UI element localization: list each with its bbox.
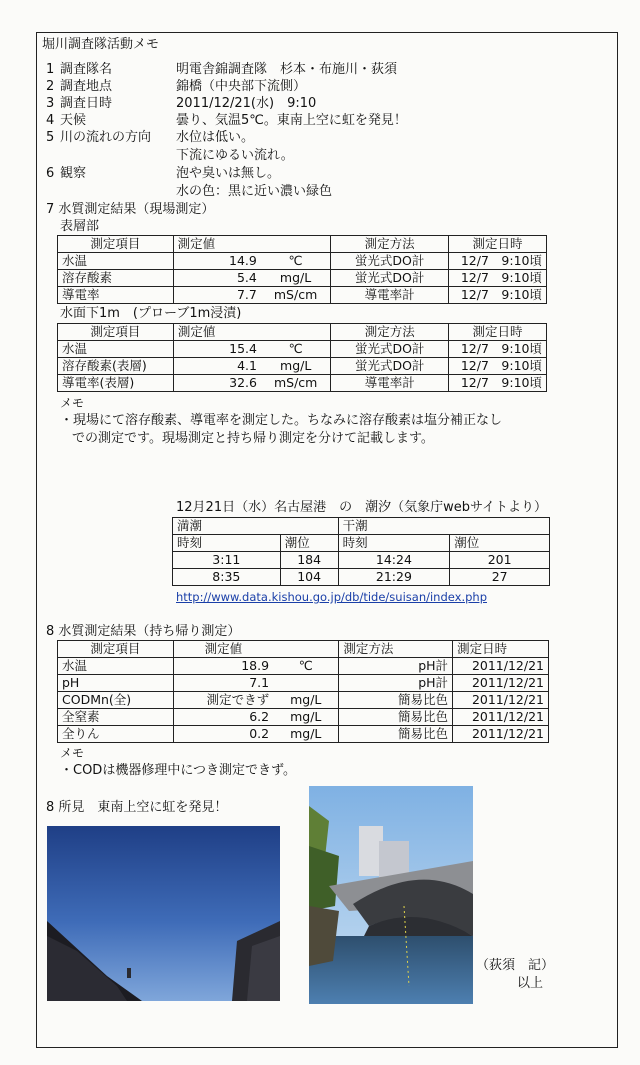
cell-unit: mS/cm xyxy=(261,287,331,304)
cell-date: 12/7 9:10頃 xyxy=(449,270,547,287)
memo-line: ・CODは機器修理中につき測定できず。 xyxy=(60,763,297,778)
cell-item: 水温 xyxy=(58,658,174,675)
cell-item: 導電率 xyxy=(58,287,174,304)
table-row xyxy=(58,358,547,375)
header-cell: 測定日時 xyxy=(449,324,547,341)
header-cell xyxy=(261,236,331,253)
cell-item: pH xyxy=(58,675,174,692)
header-cell: 潮位 xyxy=(450,535,550,552)
deep-table xyxy=(57,323,547,392)
item-value-line2: 下流にゆるい流れ。 xyxy=(176,148,294,163)
table-row xyxy=(173,552,550,569)
cell-method: 簡易比色 xyxy=(339,726,453,743)
signature: （荻須 記） xyxy=(476,958,555,973)
cell-item: 溶存酸素(表層) xyxy=(58,358,174,375)
end-mark: 以上 xyxy=(517,976,544,991)
item-value: 2011/12/21(水) 9:10 xyxy=(176,96,317,111)
cell-time: 8:35 xyxy=(173,569,281,586)
memo-line: での測定です。現場測定と持ち帰り測定を分けて記載します。 xyxy=(72,431,434,446)
cell-method: 導電率計 xyxy=(331,287,449,304)
cell-value: 6.2 xyxy=(173,709,273,726)
cell-unit xyxy=(273,675,339,692)
item-value: 錦橋（中央部下流側） xyxy=(176,79,307,94)
cell-value: 14.9 xyxy=(173,253,261,270)
table-row xyxy=(58,375,547,392)
bridge-photo xyxy=(309,786,473,1004)
cell-method: 導電率計 xyxy=(331,375,449,392)
item-label: 調査隊名 xyxy=(60,62,113,77)
cell-date: 2011/12/21 xyxy=(453,658,549,675)
table-row xyxy=(58,726,549,743)
cell-item: 水温 xyxy=(58,341,174,358)
cell-time: 14:24 xyxy=(338,552,450,569)
header-cell: 測定日時 xyxy=(453,641,549,658)
item-label: 観察 xyxy=(60,166,87,181)
table-row xyxy=(58,692,549,709)
cell-unit: mg/L xyxy=(273,692,339,709)
memo-line: ・現場にて溶存酸素、導電率を測定した。ちなみに溶存酸素は塩分補正なし xyxy=(60,413,503,428)
cell-value: 7.1 xyxy=(173,675,273,692)
cell-method: 簡易比色 xyxy=(339,692,453,709)
deep-label: 水面下1m (プローブ1m浸漬) xyxy=(60,306,242,321)
page-title: 堀川調査隊活動メモ xyxy=(42,37,160,52)
cell-level: 27 xyxy=(450,569,550,586)
cell-value: 18.9 xyxy=(173,658,273,675)
tide-source-link[interactable]: http://www.data.kishou.go.jp/db/tide/suisan/index.php xyxy=(176,590,487,604)
tide-caption: 12月21日（水）名古屋港 の 潮汐（気象庁webサイトより） xyxy=(176,500,548,515)
cell-date: 2011/12/21 xyxy=(453,675,549,692)
header-cell: 測定値 xyxy=(173,324,261,341)
header-cell: 測定項目 xyxy=(58,236,174,253)
header-cell: 測定値 xyxy=(173,641,273,658)
surface-label: 表層部 xyxy=(60,219,100,234)
table-header-row xyxy=(58,641,549,658)
item-value: 曇り、気温5℃。東南上空に虹を発見！ xyxy=(176,113,407,128)
header-cell xyxy=(273,641,339,658)
table-header-row xyxy=(173,535,550,552)
cell-date: 2011/12/21 xyxy=(453,709,549,726)
item-value-line2: 水の色：黒に近い濃い緑色 xyxy=(176,184,333,199)
cell-item: CODMn(全) xyxy=(58,692,174,709)
item-label: 川の流れの方向 xyxy=(60,130,152,145)
item-number: 6 xyxy=(46,166,55,181)
item-label: 調査日時 xyxy=(60,96,113,111)
table-header-row xyxy=(58,236,547,253)
header-cell: 測定値 xyxy=(173,236,261,253)
cell-unit: mS/cm xyxy=(261,375,331,392)
cell-value: 5.4 xyxy=(173,270,261,287)
cell-unit: mg/L xyxy=(273,726,339,743)
cell-value: 測定できず xyxy=(173,692,273,709)
cell-level: 184 xyxy=(280,552,338,569)
cell-unit: mg/L xyxy=(261,270,331,287)
high-tide-label: 満潮 xyxy=(173,518,339,535)
cell-date: 2011/12/21 xyxy=(453,726,549,743)
item-number: 1 xyxy=(46,62,55,77)
cell-method: pH計 xyxy=(339,658,453,675)
table-row xyxy=(58,675,549,692)
header-cell: 測定項目 xyxy=(58,324,174,341)
rainbow-sky-photo xyxy=(47,826,280,1001)
cell-method: 簡易比色 xyxy=(339,709,453,726)
header-cell: 時刻 xyxy=(338,535,450,552)
table-header-row xyxy=(58,324,547,341)
section8-title: 8 水質測定結果（持ち帰り測定） xyxy=(46,624,241,639)
header-cell: 測定方法 xyxy=(331,236,449,253)
surface-table xyxy=(57,235,547,304)
cell-item: 溶存酸素 xyxy=(58,270,174,287)
table-row xyxy=(58,253,547,270)
cell-method: 蛍光式DO計 xyxy=(331,358,449,375)
header-cell: 測定方法 xyxy=(331,324,449,341)
cell-method: pH計 xyxy=(339,675,453,692)
cell-level: 201 xyxy=(450,552,550,569)
header-cell: 時刻 xyxy=(173,535,281,552)
cell-unit: ℃ xyxy=(261,253,331,270)
memo-label: メモ xyxy=(60,746,85,760)
cell-item: 水温 xyxy=(58,253,174,270)
item-label: 調査地点 xyxy=(60,79,113,94)
item-number: 2 xyxy=(46,79,55,94)
cell-date: 12/7 9:10頃 xyxy=(449,287,547,304)
memo-label: メモ xyxy=(60,396,85,410)
header-cell: 測定方法 xyxy=(339,641,453,658)
cell-item: 全りん xyxy=(58,726,174,743)
table-row xyxy=(58,287,547,304)
item-value: 明電舎錦調査隊 杉本・布施川・荻須 xyxy=(176,62,398,77)
cell-level: 104 xyxy=(280,569,338,586)
item-number: 4 xyxy=(46,113,55,128)
cell-value: 32.6 xyxy=(173,375,261,392)
table-row xyxy=(58,270,547,287)
cell-date: 2011/12/21 xyxy=(453,692,549,709)
table-row xyxy=(58,341,547,358)
item-number: 3 xyxy=(46,96,55,111)
findings-title: 8 所見 東南上空に虹を発見！ xyxy=(46,800,228,815)
item-value: 泡や臭いは無し。 xyxy=(176,166,281,181)
cell-unit: ℃ xyxy=(261,341,331,358)
cell-time: 3:11 xyxy=(173,552,281,569)
cell-time: 21:29 xyxy=(338,569,450,586)
cell-value: 4.1 xyxy=(173,358,261,375)
table-row xyxy=(173,569,550,586)
cell-date: 12/7 9:10頃 xyxy=(449,358,547,375)
header-cell: 潮位 xyxy=(280,535,338,552)
cell-value: 0.2 xyxy=(173,726,273,743)
cell-unit: mg/L xyxy=(273,709,339,726)
header-cell: 測定日時 xyxy=(449,236,547,253)
table-row xyxy=(58,709,549,726)
cell-value: 15.4 xyxy=(173,341,261,358)
cell-value: 7.7 xyxy=(173,287,261,304)
cell-unit: mg/L xyxy=(261,358,331,375)
takeaway-table xyxy=(57,640,549,743)
item-label: 天候 xyxy=(60,113,87,128)
table-row xyxy=(58,658,549,675)
cell-date: 12/7 9:10頃 xyxy=(449,341,547,358)
header-cell xyxy=(261,324,331,341)
cell-date: 12/7 9:10頃 xyxy=(449,375,547,392)
table-header-row xyxy=(173,518,550,535)
cell-method: 蛍光式DO計 xyxy=(331,341,449,358)
item-number: 5 xyxy=(46,130,55,145)
item-value: 水位は低い。 xyxy=(176,130,255,145)
cell-method: 蛍光式DO計 xyxy=(331,253,449,270)
tide-table xyxy=(172,517,550,586)
low-tide-label: 干潮 xyxy=(338,518,549,535)
cell-unit: ℃ xyxy=(273,658,339,675)
header-cell: 測定項目 xyxy=(58,641,174,658)
cell-item: 導電率(表層) xyxy=(58,375,174,392)
cell-item: 全窒素 xyxy=(58,709,174,726)
cell-method: 蛍光式DO計 xyxy=(331,270,449,287)
section7-title: 7 水質測定結果（現場測定） xyxy=(46,202,215,217)
cell-date: 12/7 9:10頃 xyxy=(449,253,547,270)
